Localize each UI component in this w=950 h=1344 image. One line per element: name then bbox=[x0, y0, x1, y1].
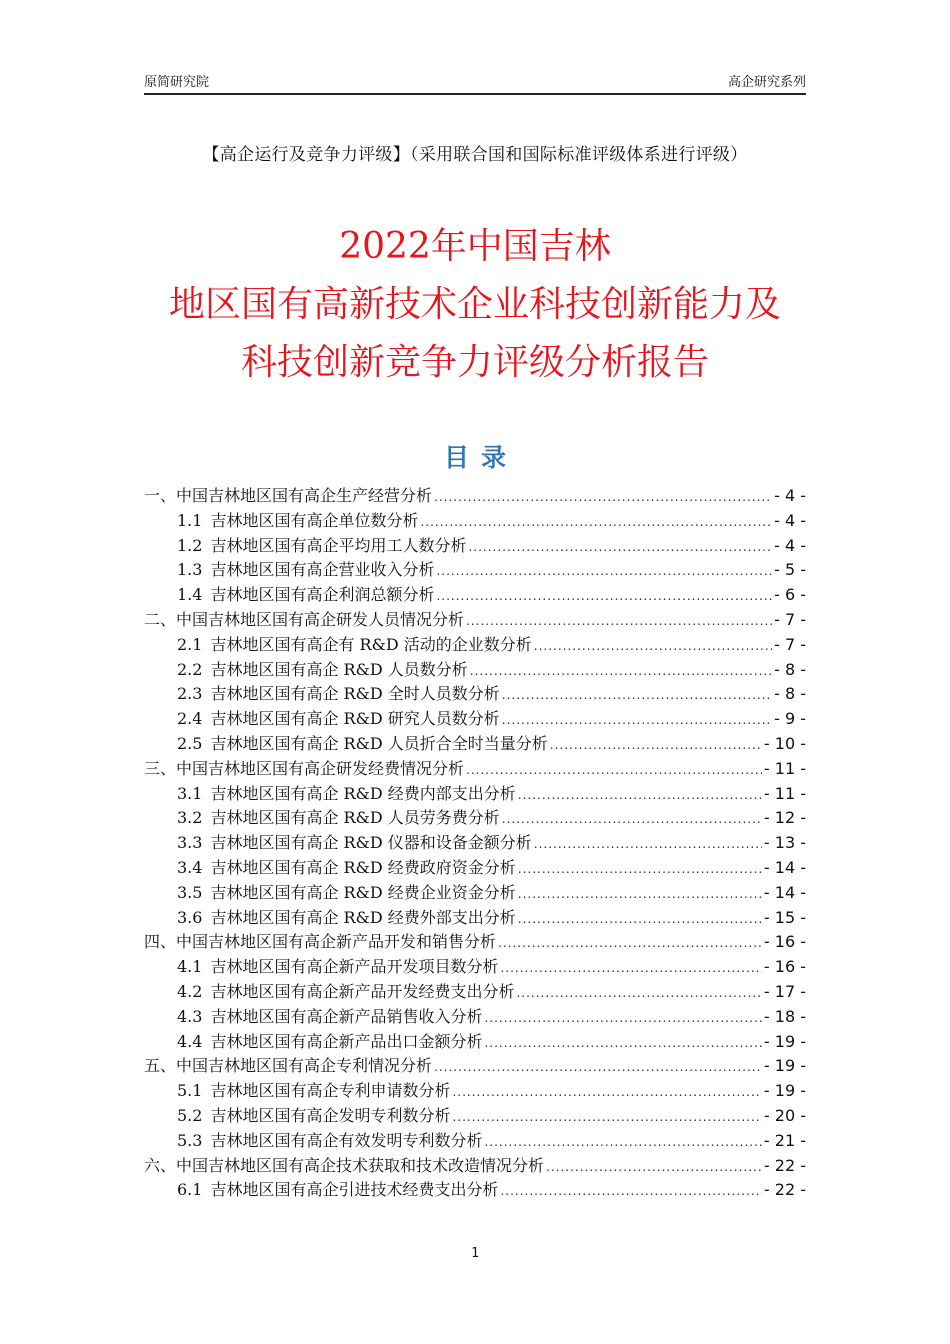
toc-dot-leader bbox=[518, 783, 762, 808]
toc-item-number: 5.2 bbox=[177, 1105, 203, 1125]
toc-item-number: 1.4 bbox=[177, 585, 203, 605]
toc-item-label: 吉林地区国有高企新产品出口金额分析 bbox=[210, 1031, 483, 1051]
toc-section-link[interactable] bbox=[144, 1129, 806, 1154]
toc-item-number: 六、 bbox=[144, 1155, 177, 1175]
toc-dot-leader bbox=[484, 1130, 761, 1155]
toc-item-page: - 22 - bbox=[763, 1155, 806, 1175]
toc-item-number: 3.5 bbox=[177, 882, 203, 902]
toc-dot-leader bbox=[484, 1006, 761, 1031]
toc-item-label: 吉林地区国有高企 R&D 仪器和设备金额分析 bbox=[210, 833, 532, 853]
toc-section-link[interactable] bbox=[144, 1104, 806, 1129]
toc-section-link[interactable] bbox=[144, 633, 806, 658]
toc-dot-leader bbox=[484, 1031, 761, 1056]
toc-dot-leader bbox=[518, 857, 762, 882]
toc-dot-leader bbox=[518, 882, 762, 907]
toc-chapter-link[interactable] bbox=[144, 484, 806, 509]
toc-section-link[interactable] bbox=[144, 782, 806, 807]
toc-item-number: 四、 bbox=[144, 932, 177, 952]
page-header bbox=[144, 66, 806, 95]
toc-item-label: 吉林地区国有高企利润总额分析 bbox=[210, 585, 435, 605]
toc-item-page: - 15 - bbox=[763, 907, 806, 927]
report-title-line-1: 2022年中国吉林 bbox=[339, 226, 611, 267]
toc-dot-leader bbox=[452, 1105, 761, 1130]
toc-dot-leader bbox=[470, 659, 772, 684]
toc-item-number: 1.3 bbox=[177, 560, 203, 580]
toc-dot-leader bbox=[466, 609, 772, 634]
toc-item-page: - 12 - bbox=[763, 808, 806, 828]
header-left-org: 原简研究院 bbox=[144, 75, 210, 90]
toc-chapter-link[interactable] bbox=[144, 608, 806, 633]
toc-item-page: - 14 - bbox=[763, 857, 806, 877]
toc-item-page: - 6 - bbox=[774, 585, 806, 605]
toc-item-label: 吉林地区国有高企新产品销售收入分析 bbox=[210, 1006, 483, 1026]
toc-section-link[interactable] bbox=[144, 509, 806, 534]
toc-item-number: 2.3 bbox=[177, 684, 203, 704]
toc-item-page: - 13 - bbox=[763, 833, 806, 853]
toc-item-number: 2.1 bbox=[177, 634, 203, 654]
toc-item-page: - 7 - bbox=[774, 634, 806, 654]
toc-item-label: 吉林地区国有高企营业收入分析 bbox=[210, 560, 435, 580]
toc-item-label: 吉林地区国有高企 R&D 经费内部支出分析 bbox=[210, 783, 516, 803]
toc-section-link[interactable] bbox=[144, 1079, 806, 1104]
toc-chapter-link[interactable] bbox=[144, 757, 806, 782]
toc-item-page: - 16 - bbox=[763, 932, 806, 952]
toc-item-number: 三、 bbox=[144, 758, 177, 778]
toc-section-link[interactable] bbox=[144, 583, 806, 608]
toc-chapter-link[interactable] bbox=[144, 1154, 806, 1179]
toc-dot-leader bbox=[534, 634, 772, 659]
toc-item-number: 5.1 bbox=[177, 1081, 203, 1101]
toc-dot-leader bbox=[550, 733, 762, 758]
toc-dot-leader bbox=[500, 1179, 761, 1204]
toc-item-page: - 17 - bbox=[763, 981, 806, 1001]
toc-item-label: 吉林地区国有高企 R&D 经费企业资金分析 bbox=[210, 882, 516, 902]
toc-item-page: - 14 - bbox=[763, 882, 806, 902]
toc-item-label: 吉林地区国有高企新产品开发经费支出分析 bbox=[210, 981, 515, 1001]
toc-item-number: 4.2 bbox=[177, 981, 203, 1001]
toc-item-label: 中国吉林地区国有高企研发人员情况分析 bbox=[176, 609, 465, 629]
toc-item-page: - 22 - bbox=[763, 1180, 806, 1200]
toc-item-label: 吉林地区国有高企专利申请数分析 bbox=[210, 1081, 451, 1101]
report-title-line-3: 科技创新竞争力评级分析报告 bbox=[240, 342, 709, 383]
toc-item-number: 3.2 bbox=[177, 808, 203, 828]
toc-item-number: 3.6 bbox=[177, 907, 203, 927]
toc-dot-leader bbox=[452, 1080, 761, 1105]
report-title bbox=[0, 218, 950, 392]
toc-item-page: - 18 - bbox=[763, 1006, 806, 1026]
toc-item-page: - 4 - bbox=[774, 486, 806, 505]
toc-item-label: 吉林地区国有高企 R&D 研究人员数分析 bbox=[210, 709, 500, 729]
toc-item-label: 吉林地区国有高企 R&D 全时人员数分析 bbox=[210, 684, 500, 704]
toc-item-label: 吉林地区国有高企引进技术经费支出分析 bbox=[210, 1180, 499, 1200]
toc-item-label: 中国吉林地区国有高企技术获取和技术改造情况分析 bbox=[176, 1155, 545, 1175]
toc-item-number: 1.1 bbox=[177, 510, 203, 530]
toc-item-number: 3.3 bbox=[177, 833, 203, 853]
toc-item-page: - 19 - bbox=[763, 1056, 806, 1076]
toc-section-link[interactable] bbox=[144, 906, 806, 931]
toc-dot-leader bbox=[436, 559, 772, 584]
toc-item-number: 2.4 bbox=[177, 709, 203, 729]
report-title-line-2: 地区国有高新技术企业科技创新能力及 bbox=[168, 284, 781, 325]
toc-item-page: - 11 - bbox=[763, 758, 806, 778]
rating-subtitle: 【高企运行及竞争力评级】（采用联合国和国际标准评级体系进行评级） bbox=[202, 145, 748, 165]
toc-dot-leader bbox=[436, 584, 772, 609]
toc-section-link[interactable] bbox=[144, 881, 806, 906]
toc-section-link[interactable] bbox=[144, 1030, 806, 1055]
toc-item-number: 4.4 bbox=[177, 1031, 203, 1051]
toc-dot-leader bbox=[434, 485, 772, 510]
toc-item-label: 吉林地区国有高企 R&D 人员劳务费分析 bbox=[210, 808, 500, 828]
toc-item-label: 吉林地区国有高企 R&D 人员折合全时当量分析 bbox=[210, 733, 548, 753]
toc-dot-leader bbox=[468, 535, 772, 560]
toc-item-page: - 9 - bbox=[774, 709, 806, 729]
toc-dot-leader bbox=[516, 981, 761, 1006]
toc-item-label: 中国吉林地区国有高企生产经营分析 bbox=[176, 486, 433, 505]
toc-item-label: 中国吉林地区国有高企研发经费情况分析 bbox=[176, 758, 465, 778]
toc-item-number: 1.2 bbox=[177, 535, 203, 555]
toc-section-link[interactable] bbox=[144, 1005, 806, 1030]
toc-item-page: - 19 - bbox=[763, 1031, 806, 1051]
toc-dot-leader bbox=[534, 832, 762, 857]
toc-section-link[interactable] bbox=[144, 806, 806, 831]
toc-section-link[interactable] bbox=[144, 831, 806, 856]
toc-chapter-link[interactable] bbox=[144, 930, 806, 955]
toc-dot-leader bbox=[502, 807, 762, 832]
toc-item-page: - 11 - bbox=[763, 783, 806, 803]
toc-item-page: - 4 - bbox=[774, 510, 806, 530]
toc-item-number: 2.2 bbox=[177, 659, 203, 679]
toc-item-page: - 16 - bbox=[763, 957, 806, 977]
toc-item-label: 吉林地区国有高企发明专利数分析 bbox=[210, 1105, 451, 1125]
toc-section-link[interactable] bbox=[144, 1178, 806, 1203]
toc-item-label: 中国吉林地区国有高企新产品开发和销售分析 bbox=[176, 932, 497, 952]
table-of-contents bbox=[144, 484, 806, 1203]
toc-dot-leader bbox=[518, 907, 762, 932]
toc-item-number: 4.3 bbox=[177, 1006, 203, 1026]
toc-section-link[interactable] bbox=[144, 707, 806, 732]
toc-item-page: - 10 - bbox=[763, 733, 806, 753]
toc-item-page: - 8 - bbox=[774, 659, 806, 679]
toc-item-label: 中国吉林地区国有高企专利情况分析 bbox=[176, 1056, 433, 1076]
toc-section-link[interactable] bbox=[144, 732, 806, 757]
toc-item-number: 五、 bbox=[144, 1056, 177, 1076]
toc-item-page: - 4 - bbox=[774, 535, 806, 555]
toc-item-number: 3.1 bbox=[177, 783, 203, 803]
toc-dot-leader bbox=[466, 758, 762, 783]
toc-item-label: 吉林地区国有高企 R&D 经费政府资金分析 bbox=[210, 857, 516, 877]
toc-item-page: - 5 - bbox=[774, 560, 806, 580]
toc-item-number: 4.1 bbox=[177, 957, 203, 977]
toc-section-link[interactable] bbox=[144, 682, 806, 707]
toc-item-label: 吉林地区国有高企有效发明专利数分析 bbox=[210, 1130, 483, 1150]
toc-dot-leader bbox=[502, 708, 772, 733]
toc-item-page: - 8 - bbox=[774, 684, 806, 704]
toc-item-label: 吉林地区国有高企单位数分析 bbox=[210, 510, 419, 530]
toc-section-link[interactable] bbox=[144, 955, 806, 980]
toc-item-number: 5.3 bbox=[177, 1130, 203, 1150]
toc-item-label: 吉林地区国有高企平均用工人数分析 bbox=[210, 535, 467, 555]
toc-item-number: 3.4 bbox=[177, 857, 203, 877]
toc-section-link[interactable] bbox=[144, 534, 806, 559]
toc-dot-leader bbox=[500, 956, 761, 981]
toc-item-label: 吉林地区国有高企新产品开发项目数分析 bbox=[210, 957, 499, 977]
toc-dot-leader bbox=[502, 683, 772, 708]
toc-chapter-link[interactable] bbox=[144, 1054, 806, 1079]
toc-item-number: 2.5 bbox=[177, 733, 203, 753]
toc-item-page: - 7 - bbox=[774, 609, 806, 629]
toc-item-number: 二、 bbox=[144, 609, 177, 629]
toc-section-link[interactable] bbox=[144, 980, 806, 1005]
toc-item-number: 6.1 bbox=[177, 1180, 203, 1200]
toc-item-page: - 20 - bbox=[763, 1105, 806, 1125]
toc-section-link[interactable] bbox=[144, 856, 806, 881]
toc-section-link[interactable] bbox=[144, 558, 806, 583]
page-number: 1 bbox=[471, 1246, 479, 1261]
toc-section-link[interactable] bbox=[144, 658, 806, 683]
toc-dot-leader bbox=[420, 510, 772, 535]
toc-dot-leader bbox=[546, 1155, 762, 1180]
toc-dot-leader bbox=[498, 931, 762, 956]
toc-item-label: 吉林地区国有高企有 R&D 活动的企业数分析 bbox=[210, 634, 532, 654]
header-right-series: 高企研究系列 bbox=[727, 75, 806, 90]
toc-dot-leader bbox=[434, 1055, 762, 1080]
toc-item-page: - 19 - bbox=[763, 1081, 806, 1101]
toc-item-page: - 21 - bbox=[763, 1130, 806, 1150]
toc-heading: 目录 bbox=[443, 443, 518, 472]
toc-item-number: 一、 bbox=[144, 486, 177, 505]
toc-item-label: 吉林地区国有高企 R&D 人员数分析 bbox=[210, 659, 468, 679]
toc-item-label: 吉林地区国有高企 R&D 经费外部支出分析 bbox=[210, 907, 516, 927]
